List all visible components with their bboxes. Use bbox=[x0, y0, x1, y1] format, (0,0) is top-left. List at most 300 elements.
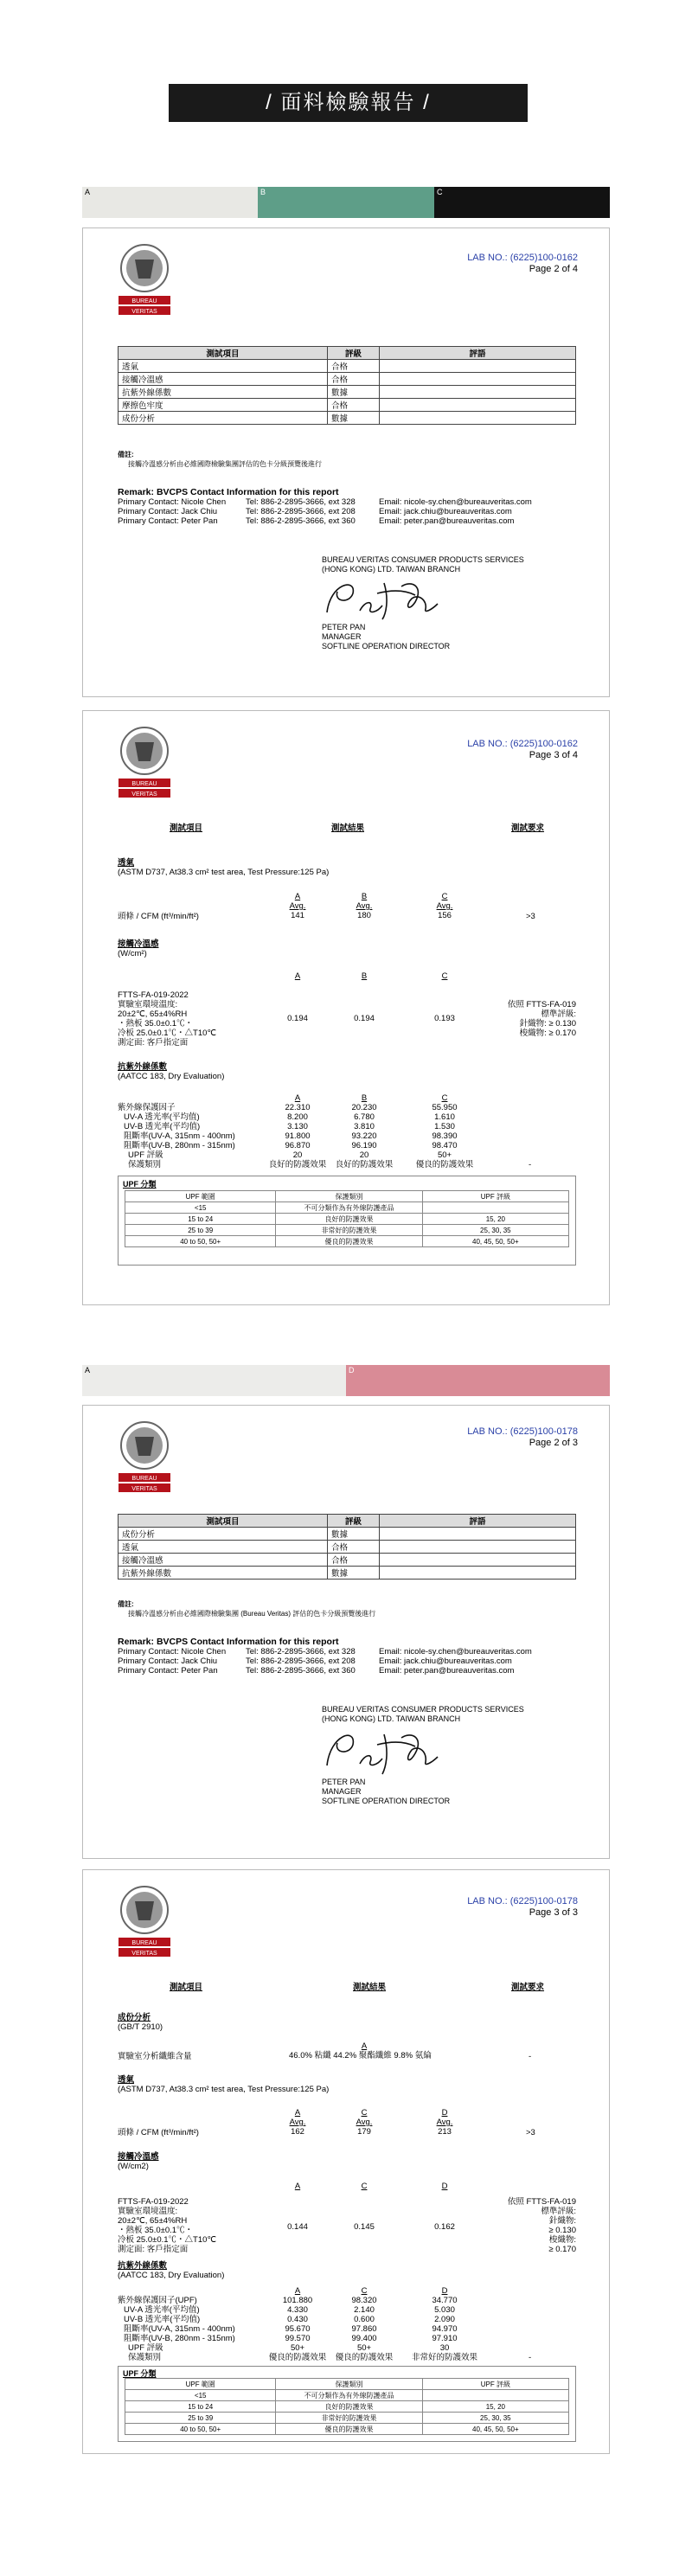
text-label: UPF 範圍 bbox=[125, 2379, 276, 2390]
text-label: 162 bbox=[291, 2127, 304, 2137]
upf-table bbox=[125, 1190, 569, 1247]
text-label: 非常好的防護效果 bbox=[276, 1225, 422, 1236]
table-row bbox=[125, 1214, 569, 1225]
text-label: 優良的防護效果 bbox=[276, 1236, 422, 1247]
text-label: 50+ bbox=[437, 1150, 452, 1160]
table-row bbox=[125, 2390, 569, 2401]
text-label: BUREAU VERITAS CONSUMER PRODUCTS SERVICES bbox=[322, 1705, 524, 1714]
text-label: Page 2 of 3 bbox=[529, 1438, 578, 1448]
text-label: B bbox=[260, 188, 266, 196]
text-label: <15 bbox=[125, 1202, 276, 1214]
text-label: (HONG KONG) LTD. TAIWAN BRANCH bbox=[322, 565, 461, 574]
text-label: 紫外線保護因子(UPF) bbox=[118, 2296, 197, 2305]
text-label: 接觸冷溫感 bbox=[119, 1554, 328, 1567]
text-label: 阻斷率(UV-B, 280nm - 315nm) bbox=[124, 2334, 235, 2343]
text-label bbox=[380, 1541, 576, 1554]
text-label: 99.400 bbox=[351, 2334, 377, 2343]
text-label: 阻斷率(UV-B, 280nm - 315nm) bbox=[124, 1141, 235, 1150]
text-label: ・熱板 35.0±0.1℃・ bbox=[118, 2226, 194, 2235]
text-label: (ASTM D737, At38.3 cm² test area, Test Pressure:125 Pa) bbox=[118, 868, 330, 877]
text-label: 179 bbox=[357, 2127, 371, 2137]
text-label: 測試項目 bbox=[170, 823, 203, 833]
text-label: C bbox=[441, 892, 448, 901]
text-label: 評級 bbox=[328, 1515, 380, 1528]
swatch-d bbox=[346, 1365, 610, 1396]
upf-table bbox=[125, 2378, 569, 2435]
text-label: - bbox=[529, 2353, 532, 2362]
text-label: 97.910 bbox=[432, 2334, 458, 2343]
text-label: 20±2℃, 65±4%RH bbox=[118, 1009, 188, 1019]
uv-col-b bbox=[330, 1103, 399, 1169]
text-label: 6.780 bbox=[354, 1112, 375, 1122]
text-label: A bbox=[85, 1366, 91, 1375]
text-label: 1.610 bbox=[434, 1112, 455, 1122]
text-label: 抗紫外線係數 bbox=[118, 2261, 168, 2271]
table-row bbox=[125, 2401, 569, 2413]
lab-number bbox=[467, 1896, 578, 1919]
text-label: Tel: 886-2-2895-3666, ext 328 bbox=[246, 1647, 356, 1656]
text-label: Email: peter.pan@bureauveritas.com bbox=[379, 1666, 515, 1676]
text-label: 良好的防護效果 bbox=[268, 1160, 327, 1169]
text-label: 40 to 50, 50+ bbox=[125, 2424, 276, 2435]
text-label: 50+ bbox=[356, 2343, 372, 2353]
text-label: 接觸冷溫感分析由必維國際檢驗集團評估的色卡分級預覽後進行 bbox=[128, 460, 322, 468]
text-label: 46.0% 粘纖 44.2% 聚酯纖維 9.8% 氨綸 bbox=[289, 2051, 432, 2060]
summary-table bbox=[118, 1514, 576, 1580]
text-label: C bbox=[441, 971, 448, 981]
text-label: 非常好的防護效果 bbox=[411, 2353, 477, 2362]
text-label: 成份分析 bbox=[119, 412, 328, 425]
text-label: 15, 20 bbox=[422, 1214, 568, 1225]
text-label: 良好的防護效果 bbox=[276, 1214, 422, 1225]
swatch-a bbox=[82, 187, 258, 218]
text-label: 摩擦色牢度 bbox=[119, 399, 328, 412]
table-row bbox=[119, 1541, 576, 1554]
text-label bbox=[380, 386, 576, 399]
text-label: 15, 20 bbox=[422, 2401, 568, 2413]
text-label: 20±2℃, 65±4%RH bbox=[118, 2216, 188, 2226]
text-label: FTTS-FA-019-2022 bbox=[118, 2197, 189, 2207]
text-label: 合格 bbox=[328, 399, 380, 412]
table-row bbox=[119, 1528, 576, 1541]
text-label: 測試結果 bbox=[353, 1983, 387, 1992]
text-label: A bbox=[294, 2182, 301, 2191]
text-label: 測試要求 bbox=[511, 823, 545, 833]
text-label: <15 bbox=[125, 2390, 276, 2401]
lab-number bbox=[467, 739, 578, 761]
text-label: LAB NO.: (6225)100-0178 bbox=[467, 1896, 578, 1906]
page-banner: / 面料檢驗報告 / bbox=[169, 84, 528, 122]
signature-block bbox=[322, 1705, 524, 1806]
text-label: C bbox=[361, 2182, 368, 2191]
text-label: 優良的防護效果 bbox=[268, 2353, 327, 2362]
text-label: 非常好的防護效果 bbox=[276, 2413, 422, 2424]
bureau-veritas-logo bbox=[114, 1884, 175, 1958]
text-label: Avg. bbox=[436, 2118, 453, 2127]
text-label: Avg. bbox=[436, 901, 453, 911]
text-label: 93.220 bbox=[351, 1131, 377, 1141]
text-label bbox=[380, 1554, 576, 1567]
lab-number bbox=[467, 253, 578, 275]
text-label: 180 bbox=[357, 911, 371, 920]
handwritten-signature bbox=[322, 574, 524, 623]
text-label: ≥ 0.170 bbox=[548, 2245, 576, 2254]
text-label: 合格 bbox=[328, 1541, 380, 1554]
note bbox=[118, 450, 322, 469]
text-label: 備註: bbox=[118, 1600, 134, 1608]
text-label: 冷板 25.0±0.1℃・△T10℃ bbox=[118, 2235, 217, 2245]
contact-block bbox=[118, 488, 585, 526]
text-label: (AATCC 183, Dry Evaluation) bbox=[118, 2271, 225, 2280]
text-label: 接觸冷溫感 bbox=[118, 2152, 159, 2162]
text-label: 接觸冷溫感分析由必維國際檢驗集團 (Bureau Veritas) 評估的色卡分級預覽後進行 bbox=[128, 1610, 376, 1618]
text-label: A bbox=[294, 1093, 301, 1103]
text-label: 156 bbox=[438, 911, 452, 920]
text-label: 測試項目 bbox=[119, 1515, 328, 1528]
text-label: 依照 FTTS-FA-019 bbox=[507, 2197, 576, 2207]
table-row bbox=[125, 1236, 569, 1247]
uv-col-c bbox=[330, 2296, 399, 2362]
text-label: Primary Contact: Peter Pan bbox=[118, 516, 218, 526]
contact-block bbox=[118, 1637, 585, 1676]
text-label bbox=[380, 1528, 576, 1541]
swatch-strip-2 bbox=[82, 1365, 610, 1396]
text-label: 成份分析 bbox=[119, 1528, 328, 1541]
text-label: VERITAS bbox=[131, 309, 157, 315]
text-label: B bbox=[361, 1093, 368, 1103]
text-label: 頭條 / CFM (ft³/min/ft²) bbox=[118, 912, 199, 921]
text-label: ・熱板 35.0±0.1℃・ bbox=[118, 1019, 194, 1028]
text-label: 15 to 24 bbox=[125, 2401, 276, 2413]
handwritten-signature bbox=[322, 1724, 524, 1778]
text-label: UPF 評級 bbox=[422, 1191, 568, 1202]
text-label: Tel: 886-2-2895-3666, ext 360 bbox=[246, 1666, 356, 1676]
text-label: 保護類別 bbox=[128, 2353, 162, 2362]
table-row bbox=[119, 373, 576, 386]
text-label: (W/cm2) bbox=[118, 2162, 149, 2171]
text-label: VERITAS bbox=[131, 1951, 157, 1957]
text-label: 抗紫外線係數 bbox=[119, 1567, 328, 1580]
text-label: Avg. bbox=[289, 901, 306, 911]
text-label: Email: jack.chiu@bureauveritas.com bbox=[379, 1656, 512, 1666]
text-label: - bbox=[529, 2052, 532, 2061]
report-page-detail-2 bbox=[82, 1869, 610, 2454]
text-label: 保護類別 bbox=[276, 1191, 422, 1202]
text-label: 34.770 bbox=[432, 2296, 458, 2305]
text-label: 測試要求 bbox=[511, 1983, 545, 1992]
text-label: 94.970 bbox=[432, 2324, 458, 2334]
table-row bbox=[119, 399, 576, 412]
text-label: UV-B 透光率(平均值) bbox=[124, 1122, 201, 1131]
text-label: 0.162 bbox=[434, 2222, 455, 2232]
text-label: UPF 範圍 bbox=[125, 1191, 276, 1202]
text-label: 梭織物: ≥ 0.170 bbox=[519, 1028, 576, 1038]
text-label: 抗紫外線係數 bbox=[119, 386, 328, 399]
uv-col-a bbox=[263, 1103, 332, 1169]
text-label: LAB NO.: (6225)100-0162 bbox=[467, 253, 578, 263]
text-label: 評語 bbox=[380, 347, 576, 360]
text-label: 25, 30, 35 bbox=[422, 1225, 568, 1236]
text-label: FTTS-FA-019-2022 bbox=[118, 990, 189, 1000]
text-label: (ASTM D737, At38.3 cm² test area, Test Pressure:125 Pa) bbox=[118, 2085, 330, 2094]
text-label: 213 bbox=[438, 2127, 452, 2137]
summary-table bbox=[118, 346, 576, 425]
text-label: UPF 評級 bbox=[128, 1150, 163, 1160]
text-label: (AATCC 183, Dry Evaluation) bbox=[118, 1072, 225, 1081]
text-label: A bbox=[294, 892, 301, 901]
text-label: 梭織物: bbox=[548, 2235, 576, 2245]
text-label: 40, 45, 50, 50+ bbox=[422, 1236, 568, 1247]
table-row bbox=[119, 1567, 576, 1580]
text-label bbox=[380, 360, 576, 373]
text-label: 數據 bbox=[328, 1528, 380, 1541]
text-label: 優良的防護效果 bbox=[415, 1160, 474, 1169]
text-label: ≥ 0.130 bbox=[548, 2226, 576, 2235]
text-label: >3 bbox=[526, 912, 535, 921]
text-label: Page 2 of 4 bbox=[529, 264, 578, 274]
text-label: Primary Contact: Nicole Chen bbox=[118, 1647, 227, 1656]
text-label: UV-B 透光率(平均值) bbox=[124, 2315, 201, 2324]
text-label: 0.145 bbox=[354, 2222, 375, 2232]
text-label: 0.193 bbox=[434, 1014, 455, 1023]
text-label: Email: peter.pan@bureauveritas.com bbox=[379, 516, 515, 526]
text-label: 保護類別 bbox=[276, 2379, 422, 2390]
text-label: 4.330 bbox=[287, 2305, 308, 2315]
text-label bbox=[380, 412, 576, 425]
text-label: 實驗室環境溫度: bbox=[118, 1000, 178, 1009]
text-label: (HONG KONG) LTD. TAIWAN BRANCH bbox=[322, 1714, 461, 1723]
text-label: Avg. bbox=[356, 901, 373, 911]
text-label: 評語 bbox=[380, 1515, 576, 1528]
text-label: 55.950 bbox=[432, 1103, 458, 1112]
text-label: LAB NO.: (6225)100-0162 bbox=[467, 739, 578, 749]
uv-col-c bbox=[410, 1103, 479, 1169]
text-label bbox=[380, 399, 576, 412]
bureau-veritas-logo bbox=[114, 725, 175, 799]
text-label: 0.144 bbox=[287, 2222, 308, 2232]
text-label: 阻斷率(UV-A, 315nm - 400nm) bbox=[124, 1131, 235, 1141]
text-label: C bbox=[361, 2286, 368, 2296]
text-label: 40, 45, 50, 50+ bbox=[422, 2424, 568, 2435]
text-label: 98.470 bbox=[432, 1141, 458, 1150]
text-label: C bbox=[437, 188, 443, 196]
text-label: Avg. bbox=[356, 2118, 373, 2127]
text-label: 合格 bbox=[328, 1554, 380, 1567]
text-label: 8.200 bbox=[287, 1112, 308, 1122]
text-label bbox=[422, 1202, 568, 1214]
text-label: 頭條 / CFM (ft³/min/ft²) bbox=[118, 2128, 199, 2137]
text-label: 22.310 bbox=[285, 1103, 311, 1112]
text-label: - bbox=[529, 1160, 532, 1169]
bureau-veritas-logo bbox=[114, 1419, 175, 1494]
text-label: 25, 30, 35 bbox=[422, 2413, 568, 2424]
text-label: 數據 bbox=[328, 386, 380, 399]
text-label: A bbox=[294, 2286, 301, 2296]
text-label: 優良的防護效果 bbox=[335, 2353, 394, 2362]
report-page-summary-1 bbox=[82, 227, 610, 697]
text-label: VERITAS bbox=[131, 791, 157, 798]
text-label: D bbox=[441, 2286, 448, 2296]
text-label: Email: nicole-sy.chen@bureauveritas.com bbox=[379, 497, 532, 507]
text-label: SOFTLINE OPERATION DIRECTOR bbox=[322, 1797, 451, 1805]
text-label: 0.600 bbox=[354, 2315, 375, 2324]
table-row bbox=[119, 1554, 576, 1567]
text-label: D bbox=[441, 2108, 448, 2118]
text-label: 0.430 bbox=[287, 2315, 308, 2324]
text-label: 良好的防護效果 bbox=[335, 1160, 394, 1169]
text-label: 30 bbox=[439, 2343, 450, 2353]
report-page-detail-1 bbox=[82, 710, 610, 1305]
text-label: 保護類別 bbox=[128, 1160, 162, 1169]
text-label: A bbox=[85, 188, 91, 196]
text-label: BUREAU bbox=[131, 298, 157, 304]
text-label: 標準評級: bbox=[541, 2207, 576, 2216]
text-label: A bbox=[294, 971, 301, 981]
text-label: 20 bbox=[359, 1150, 369, 1160]
text-label bbox=[422, 2390, 568, 2401]
text-label: Primary Contact: Peter Pan bbox=[118, 1666, 218, 1676]
text-label: 5.030 bbox=[434, 2305, 455, 2315]
table-row bbox=[119, 360, 576, 373]
text-label: UPF 分類 bbox=[123, 1180, 157, 1189]
text-label: 接觸冷溫感 bbox=[118, 939, 159, 949]
text-label: 98.320 bbox=[351, 2296, 377, 2305]
text-label: MANAGER bbox=[322, 1787, 362, 1796]
swatch-strip-1 bbox=[82, 187, 610, 218]
text-label: 98.390 bbox=[432, 1131, 458, 1141]
text-label: 優良的防護效果 bbox=[276, 2424, 422, 2435]
lab-number bbox=[467, 1426, 578, 1449]
table-row bbox=[125, 1225, 569, 1236]
text-label: 97.860 bbox=[351, 2324, 377, 2334]
text-label: 2.140 bbox=[354, 2305, 375, 2315]
text-label: Remark: BVCPS Contact Information for this report bbox=[118, 1637, 339, 1647]
signature-block bbox=[322, 555, 524, 651]
text-label: BUREAU bbox=[131, 1940, 157, 1946]
text-label: Remark: BVCPS Contact Information for this report bbox=[118, 487, 339, 497]
text-label: 3.810 bbox=[354, 1122, 375, 1131]
text-label: UPF 分類 bbox=[123, 2369, 157, 2378]
text-label: >3 bbox=[526, 2128, 535, 2137]
text-label: 25 to 39 bbox=[125, 2413, 276, 2424]
text-label: 良好的防護效果 bbox=[276, 2401, 422, 2413]
text-label: UV-A 透光率(平均值) bbox=[124, 1112, 200, 1122]
text-label: 透氣 bbox=[118, 2075, 135, 2085]
text-label: 不可分類作為有外線防護產品 bbox=[276, 1202, 422, 1214]
text-label: 數據 bbox=[328, 412, 380, 425]
swatch-c bbox=[434, 187, 610, 218]
text-label: BUREAU VERITAS CONSUMER PRODUCTS SERVICES bbox=[322, 555, 524, 564]
text-label: 紫外線保護因子 bbox=[118, 1103, 176, 1112]
text-label: 抗紫外線係數 bbox=[118, 1062, 168, 1072]
text-label: UPF 評級 bbox=[128, 2343, 163, 2353]
text-label: 合格 bbox=[328, 373, 380, 386]
text-label: 測定面: 客戶指定面 bbox=[118, 2245, 189, 2254]
text-label: Tel: 886-2-2895-3666, ext 360 bbox=[246, 516, 356, 526]
swatch-a bbox=[82, 1365, 346, 1396]
text-label: 99.570 bbox=[285, 2334, 311, 2343]
text-label: 20 bbox=[292, 1150, 303, 1160]
text-label: A bbox=[294, 2108, 301, 2118]
text-label bbox=[380, 373, 576, 386]
text-label: 成份分析 bbox=[118, 2013, 151, 2022]
text-label: Tel: 886-2-2895-3666, ext 328 bbox=[246, 497, 356, 507]
text-label: 透氣 bbox=[119, 1541, 328, 1554]
text-label: 接觸冷溫感 bbox=[119, 373, 328, 386]
text-label: (GB/T 2910) bbox=[118, 2022, 163, 2032]
text-label: B bbox=[361, 892, 368, 901]
text-label: 96.190 bbox=[351, 1141, 377, 1150]
text-label: 實驗室分析纖維含量 bbox=[118, 2052, 192, 2061]
uv-col-d bbox=[410, 2296, 479, 2362]
text-label: Primary Contact: Nicole Chen bbox=[118, 497, 227, 507]
text-label: 評級 bbox=[328, 347, 380, 360]
text-label: 20.230 bbox=[351, 1103, 377, 1112]
text-label: PETER PAN bbox=[322, 623, 366, 631]
table-row bbox=[125, 2413, 569, 2424]
text-label: 101.880 bbox=[282, 2296, 313, 2305]
text-label: Tel: 886-2-2895-3666, ext 208 bbox=[246, 1656, 356, 1666]
text-label: VERITAS bbox=[131, 1486, 157, 1492]
text-label bbox=[380, 1567, 576, 1580]
text-label: 阻斷率(UV-A, 315nm - 400nm) bbox=[124, 2324, 235, 2334]
text-label: UPF 評級 bbox=[422, 2379, 568, 2390]
text-label: 測試項目 bbox=[170, 1983, 203, 1992]
text-label: LAB NO.: (6225)100-0178 bbox=[467, 1426, 578, 1437]
text-label: Avg. bbox=[289, 2118, 306, 2127]
text-label: PETER PAN bbox=[322, 1778, 366, 1786]
text-label: C bbox=[361, 2108, 368, 2118]
text-label: 95.670 bbox=[285, 2324, 311, 2334]
text-label: 測試項目 bbox=[119, 347, 328, 360]
text-label: Email: jack.chiu@bureauveritas.com bbox=[379, 507, 512, 516]
text-label: 測試結果 bbox=[331, 823, 365, 833]
text-label: 1.530 bbox=[434, 1122, 455, 1131]
text-label: 96.870 bbox=[285, 1141, 311, 1150]
text-label: 透氣 bbox=[119, 360, 328, 373]
text-label: 依照 FTTS-FA-019 bbox=[507, 1000, 576, 1009]
text-label: Page 3 of 3 bbox=[529, 1907, 578, 1918]
text-label: A bbox=[361, 2041, 368, 2051]
text-label: 測定面: 客戶指定面 bbox=[118, 1038, 189, 1048]
text-label: Primary Contact: Jack Chiu bbox=[118, 507, 218, 516]
text-label: D bbox=[441, 2182, 448, 2191]
bureau-veritas-logo bbox=[114, 242, 175, 317]
text-label: 實驗室環境溫度: bbox=[118, 2207, 178, 2216]
text-label: 25 to 39 bbox=[125, 1225, 276, 1236]
text-label: 0.194 bbox=[354, 1014, 375, 1023]
text-label: Primary Contact: Jack Chiu bbox=[118, 1656, 218, 1666]
text-label: 合格 bbox=[328, 360, 380, 373]
text-label: D bbox=[349, 1366, 355, 1375]
uv-col-a bbox=[263, 2296, 332, 2362]
text-label: 40 to 50, 50+ bbox=[125, 1236, 276, 1247]
text-label: MANAGER bbox=[322, 632, 362, 641]
text-label: Page 3 of 4 bbox=[529, 750, 578, 760]
table-row bbox=[125, 1202, 569, 1214]
text-label: 針織物: bbox=[548, 2216, 576, 2226]
text-label: UV-A 透光率(平均值) bbox=[124, 2305, 200, 2315]
text-label: 針織物: ≥ 0.130 bbox=[519, 1019, 576, 1028]
text-label: B bbox=[361, 971, 368, 981]
text-label: 15 to 24 bbox=[125, 1214, 276, 1225]
table-row bbox=[119, 412, 576, 425]
text-label: 透氣 bbox=[118, 858, 135, 868]
text-label: Tel: 886-2-2895-3666, ext 208 bbox=[246, 507, 356, 516]
text-label: 標準評級: bbox=[541, 1009, 576, 1019]
swatch-b bbox=[258, 187, 434, 218]
text-label: SOFTLINE OPERATION DIRECTOR bbox=[322, 642, 451, 650]
